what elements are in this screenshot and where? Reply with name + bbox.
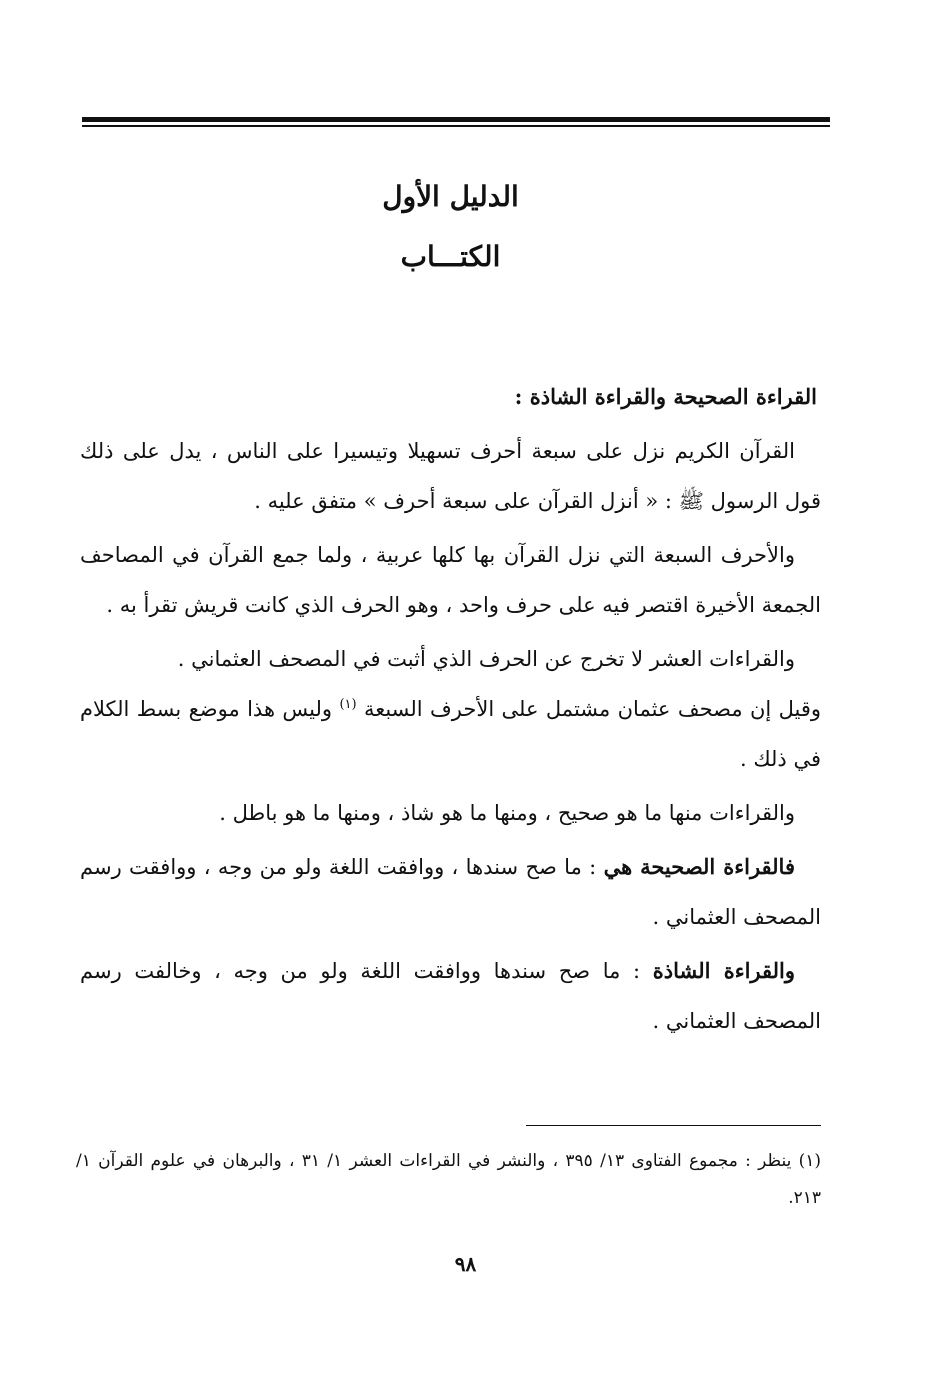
definition-term-sound: فالقراءة الصحيحة هي <box>603 854 795 879</box>
main-text <box>80 372 821 1046</box>
paragraph-5: والقراءات منها ما هو صحيح ، ومنها ما هو شاذ ، ومنها ما هو باطل . <box>219 801 795 825</box>
header-double-rule <box>82 117 830 129</box>
header-rule-thick <box>82 117 830 122</box>
paragraph-3-text: والقراءات العشر لا تخرج عن الحرف الذي أثبت في المصحف العثماني . <box>177 647 795 671</box>
paragraph-7 <box>80 946 821 1046</box>
header-rule-thin <box>82 125 830 127</box>
definition-text-irregular: : ما صح سندها ووافقت اللغة ولو من وجه ، وخالفت رسم المصحف العثماني . <box>80 959 821 1033</box>
paragraph-2: والأحرف السبعة التي نزل القرآن بها كلها عربية ، ولما جمع القرآن في المصاحف الجمعة الأخيرة اقتصر فيه على حرف واحد ، وهو الحرف الذي كانت قريش تقرأ به . <box>80 543 821 617</box>
paragraph-4-after: وليس هذا موضع بسط الكلام في ذلك . <box>80 697 821 771</box>
paragraph-4-before: وقيل إن مصحف عثمان مشتمل على الأحرف السبعة <box>356 697 822 721</box>
paragraph-3 <box>80 634 821 784</box>
definition-text-sound: : ما صح سندها ، ووافقت اللغة ولو من وجه ، ووافقت رسم المصحف العثماني . <box>80 855 821 929</box>
chapter-subtitle: الكتـــاب <box>400 240 501 273</box>
paragraph-1: القرآن الكريم نزل على سبعة أحرف تسهيلا وتيسيرا على الناس ، يدل على ذلك قول الرسول ﷺ : « أنزل القرآن على سبعة أحرف » متفق عليه . <box>80 439 821 513</box>
paragraph-6 <box>80 842 821 942</box>
footnote-text: (١) ينظر : مجموع الفتاوى ١٣/ ٣٩٥ ، والنشر في القراءات العشر ١/ ٣١ ، والبرهان في علوم القرآن ١/ ٢١٣. <box>76 1151 821 1208</box>
page-number: ٩٨ <box>454 1252 477 1276</box>
definition-term-irregular: والقراءة الشاذة <box>652 958 795 983</box>
footnote-reference[interactable]: (١) <box>339 697 357 712</box>
footnote-separator <box>526 1125 821 1126</box>
section-heading: القراءة الصحيحة والقراءة الشاذة : <box>514 384 817 409</box>
chapter-title: الدليل الأول <box>382 180 519 213</box>
